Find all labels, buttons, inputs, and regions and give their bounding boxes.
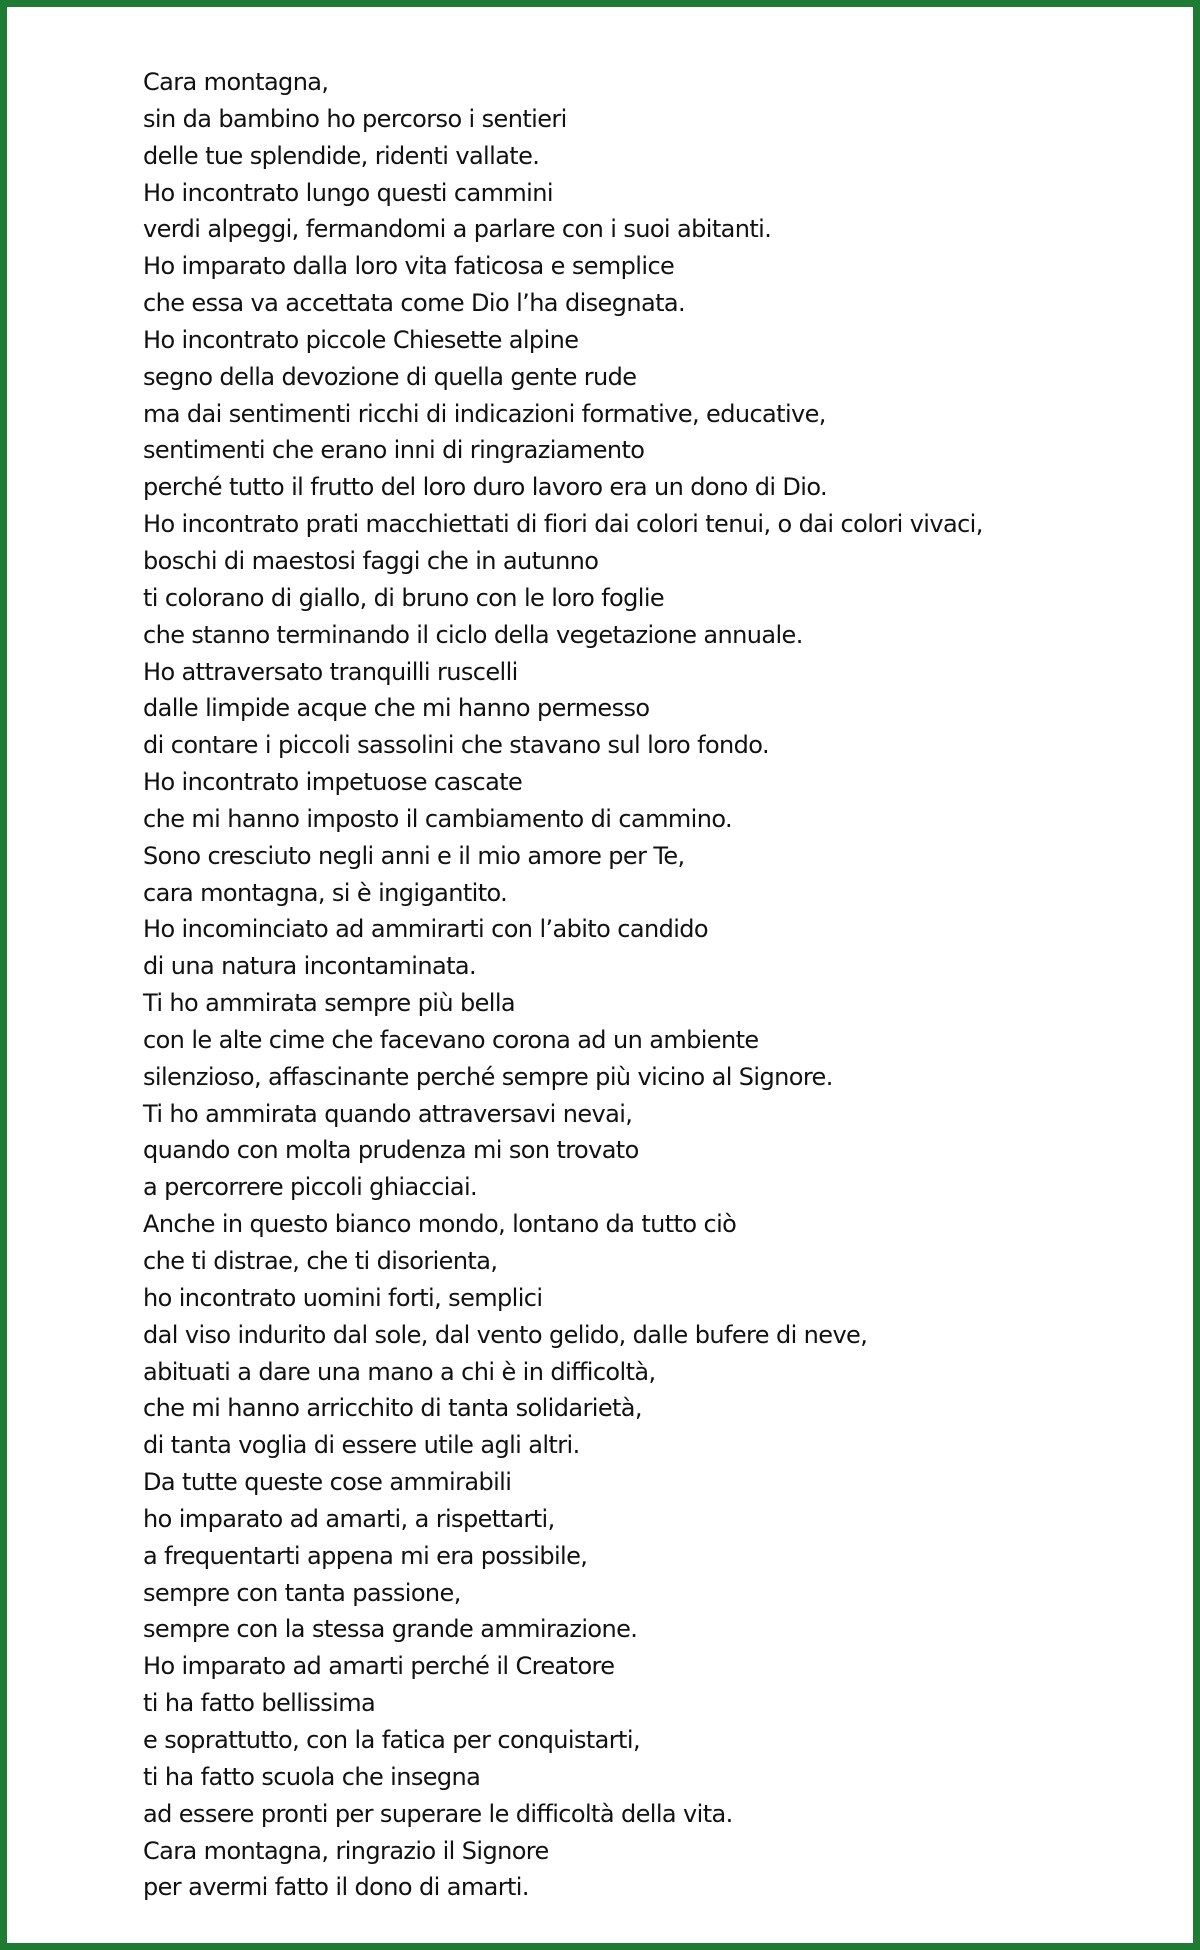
poem-line: Anche in questo bianco mondo, lontano da tutto ciò <box>143 1210 737 1239</box>
poem-line: sempre con la stessa grande ammirazione. <box>143 1615 638 1644</box>
poem-line: ti colorano di giallo, di bruno con le loro foglie <box>143 583 665 612</box>
poem-line: Da tutte queste cose ammirabili <box>143 1468 512 1497</box>
poem-line: che mi hanno arricchito di tanta solidarietà, <box>143 1394 642 1423</box>
poem-line: che stanno terminando il ciclo della vegetazione annuale. <box>143 620 803 649</box>
poem-line: silenzioso, affascinante perché sempre più vicino al Signore. <box>143 1062 833 1091</box>
poem-line: Ho incontrato impetuose cascate <box>143 768 523 797</box>
poem-line: Ti ho ammirata quando attraversavi nevai, <box>143 1099 633 1128</box>
poem-line: a percorrere piccoli ghiacciai. <box>143 1173 478 1202</box>
poem-line: Cara montagna, ringrazio il Signore <box>143 1836 549 1865</box>
poem-line: verdi alpeggi, fermandomi a parlare con i suoi abitanti. <box>143 215 772 244</box>
poem-line: ho incontrato uomini forti, semplici <box>143 1283 543 1312</box>
poem-line: che essa va accettata come Dio l’ha disegnata. <box>143 289 686 318</box>
poem-line: di una natura incontaminata. <box>143 952 477 981</box>
poem-line: che mi hanno imposto il cambiamento di cammino. <box>143 804 733 833</box>
poem-line: sentimenti che erano inni di ringraziamento <box>143 436 645 465</box>
poem-line: e soprattutto, con la fatica per conquistarti, <box>143 1725 640 1754</box>
poem-line: ti ha fatto bellissima <box>143 1689 376 1718</box>
poem-line: cara montagna, si è ingigantito. <box>143 878 508 907</box>
poem-line: quando con molta prudenza mi son trovato <box>143 1136 639 1165</box>
poem-line: segno della devozione di quella gente rude <box>143 362 637 391</box>
poem-line: ho imparato ad amarti, a rispettarti, <box>143 1504 555 1533</box>
poem-line: ma dai sentimenti ricchi di indicazioni formative, educative, <box>143 399 826 428</box>
poem-line: di contare i piccoli sassolini che stavano sul loro fondo. <box>143 731 769 760</box>
poem-line: Ho incontrato lungo questi cammini <box>143 178 553 207</box>
poem-line: Ho incontrato prati macchiettati di fiori dai colori tenui, o dai colori vivaci, <box>143 510 983 539</box>
poem-line: abituati a dare una mano a chi è in difficoltà, <box>143 1357 656 1386</box>
poem-line: con le alte cime che facevano corona ad un ambiente <box>143 1025 759 1054</box>
poem-line: Sono cresciuto negli anni e il mio amore per Te, <box>143 841 685 870</box>
poem-line: ad essere pronti per superare le difficoltà della vita. <box>143 1799 733 1828</box>
poem-line: Ti ho ammirata sempre più bella <box>143 989 515 1018</box>
poem-line: Ho incominciato ad ammirarti con l’abito candido <box>143 915 709 944</box>
poem-line: che ti distrae, che ti disorienta, <box>143 1247 498 1275</box>
poem-line: Ho imparato dalla loro vita faticosa e semplice <box>143 252 675 281</box>
poem-line: a frequentarti appena mi era possibile, <box>143 1541 588 1570</box>
poem-line: Ho imparato ad amarti perché il Creatore <box>143 1652 615 1681</box>
poem-line: di tanta voglia di essere utile agli altri. <box>143 1431 580 1460</box>
poem-line: dalle limpide acque che mi hanno permesso <box>143 694 650 723</box>
poem-line: Ho attraversato tranquilli ruscelli <box>143 657 518 686</box>
poem-line: delle tue splendide, ridenti vallate. <box>143 141 540 170</box>
poem-line: Ho incontrato piccole Chiesette alpine <box>143 325 579 354</box>
poem-line: Cara montagna, <box>143 68 329 96</box>
poem-line: perché tutto il frutto del loro duro lavoro era un dono di Dio. <box>143 473 828 502</box>
poem-line: boschi di maestosi faggi che in autunno <box>143 546 599 575</box>
poem-line: sin da bambino ho percorso i sentieri <box>143 104 567 133</box>
poem-text <box>143 64 983 1906</box>
poem-line: ti ha fatto scuola che insegna <box>143 1762 481 1791</box>
poem-line: per avermi fatto il dono di amarti. <box>143 1873 529 1902</box>
poem-line: sempre con tanta passione, <box>143 1578 461 1607</box>
poem-line: dal viso indurito dal sole, dal vento gelido, dalle bufere di neve, <box>143 1320 868 1349</box>
